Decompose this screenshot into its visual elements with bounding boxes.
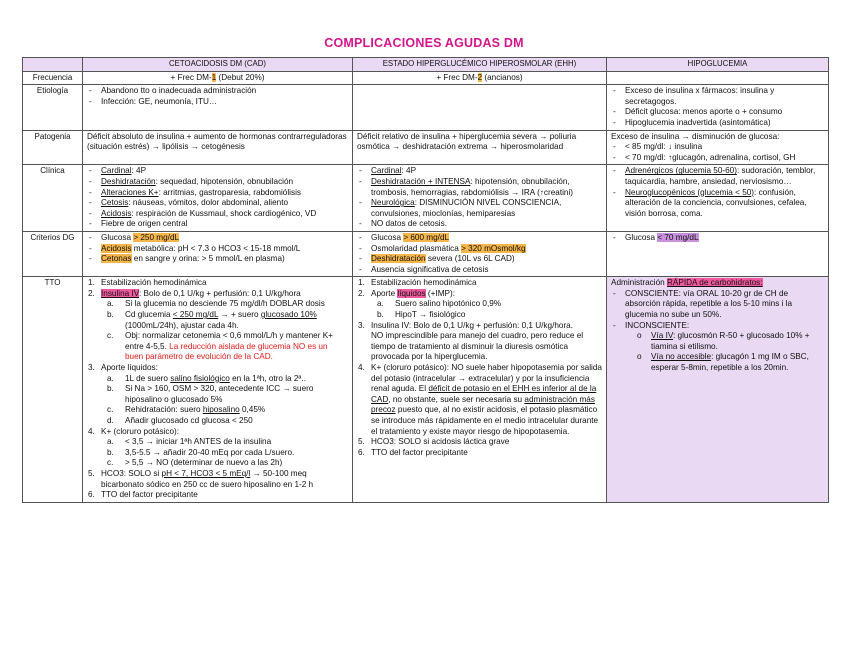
list-item: c. > 5,5 → NO (determinar de nuevo a las 2h): [107, 458, 283, 468]
list-item: - Alteraciones K+: arritmias, gastroparesia, rabdomiólisis: [87, 188, 348, 199]
list-item: 1. Estabilización hemodinámica: [88, 278, 207, 288]
list-item: - Ausencia significativa de cetosis: [357, 265, 602, 276]
list-item: 1. Estabilización hemodinámica: [358, 278, 477, 288]
hipo-criterios: [607, 231, 829, 276]
ehh-etiologia: [353, 85, 607, 130]
list-item: - Cardinal: 4P: [357, 166, 602, 177]
list-item: - Déficit glucosa: menos aporte o + consumo: [611, 107, 824, 118]
list-item: - Glucosa > 250 mg/dL: [87, 233, 348, 244]
list-item: - Cetonas en sangre y orina: > 5 mmol/L en plasma): [87, 254, 348, 265]
list-item: b. 3,5-5.5 → añadir 20-40 mEq por cada L/suero.: [107, 447, 295, 457]
list-item: 6. TTO del factor precipitante: [358, 447, 468, 457]
list-item: b. Si Na > 160, OSM > 320, antecedente ICC → suero hiposalino o glucosado 5%: [107, 384, 314, 404]
list-item: - NO datos de cetosis.: [357, 219, 602, 230]
row-label: Frecuencia: [23, 71, 83, 85]
list-item: 2. Insulina IV: Bolo de 0,1 U/kg + perfusión: 0,1 U/kg/hora a. Si la glucemia no desciende 75 mg/dl/h DOBLAR dosis b. Cd glucemia < 250 mg/dL → + suero glucosado 10% (1000mL/24h), ajustar cada 4h. c. Obj: normalizar cetonemia < 0,6 mmol/L/h y mantener K+ entre 4-5,5. La reducción aislada de glucemia NO es un buen parámetro de evolución de la CAD.: [87, 289, 348, 363]
list-item: - Acidosis metabólica: pH < 7.3 o HCO3 < 15-18 mmol/L: [87, 244, 348, 255]
hipo-patogenia: Exceso de insulina → disminución de glucosa: - < 85 mg/dl: ↓ insulina - < 70 mg/dl: ↑glucagón, adrenalina, cortisol, GH: [607, 130, 829, 165]
list-item: o Vía IV: glucosmón R-50 + glucosado 10% + tiamina si etilismo.: [625, 331, 824, 352]
list-item: - CONSCIENTE: vía ORAL 10-20 gr de CH de absorción rápida, repetible a los 5-10 mins i la glucemia no sube un 50%.: [611, 289, 824, 321]
row-label: Criterios DG: [23, 231, 83, 276]
list-item: - Deshidratación + INTENSA: hipotensión, obnubilación, trombosis, hemorragias, rabdomiólisis → IRA (↑creatini): [357, 177, 602, 198]
list-item: - Cardinal: 4P: [87, 166, 348, 177]
row-etiologia: [23, 85, 829, 130]
list-item: b. Cd glucemia < 250 mg/dL → + suero glucosado 10% (1000mL/24h), ajustar cada 4h.: [107, 310, 317, 330]
row-criterios: [23, 231, 829, 276]
hipo-frecuencia: [607, 71, 829, 85]
hipo-etiologia: [607, 85, 829, 130]
cad-patogenia: Déficit absoluto de insulina + aumento de hormonas contrarreguladoras (situación estrés) → lipólisis → cetogénesis: [83, 130, 353, 165]
list-item: 3. Aporte líquidos: a. 1L de suero salino fisiológico en la 1ªh, otro la 2ª.. b. Si Na > 160, OSM > 320, antecedente ICC → suero hiposalino o glucosado 5% c. Rehidratación: suero hiposalino 0,45% d. Añadir glucosado cd glucosa < 250: [87, 363, 348, 427]
cad-criterios: [83, 231, 353, 276]
cad-clinica: [83, 165, 353, 232]
ehh-criterios: [353, 231, 607, 276]
list-item: a. 1L de suero salino fisiológico en la 1ªh, otro la 2ª..: [107, 373, 306, 383]
list-item: - Hipoglucemia inadvertida (asintomática): [611, 118, 824, 129]
list-item: a. < 3,5 → iniciar 1ªh ANTES de la insulina: [107, 437, 272, 447]
list-item: - Glucosa > 600 mg/dL: [357, 233, 602, 244]
header-ehh: ESTADO HIPERGLUCÉMICO HIPEROSMOLAR (EHH): [353, 58, 607, 72]
list-item: - < 70 mg/dl: ↑glucagón, adrenalina, cortisol, GH: [611, 153, 824, 164]
ehh-tto: [353, 277, 607, 502]
list-item: 2. Aporte líquidos (+IMP): a. Suero salino hipotónico 0,9% b. HipoT → fisiológico: [357, 289, 602, 321]
list-item: - Abandono tto o inadecuada administración: [87, 86, 348, 97]
list-item: - Infección: GE, neumonía, ITU…: [87, 97, 348, 108]
list-item: - Cetosis: náuseas, vómitos, dolor abdominal, aliento: [87, 198, 348, 209]
row-label: Patogenia: [23, 130, 83, 165]
list-item: 4. K+ (cloruro potásico): NO suele haber hipopotasemia por salida del potasio (intracelular → extracelular) y por la insuficiencia renal aguda. El déficit de potasio en el EHH es inferior al de la CAD, no obstante, suele ser necesaria su administración más precoz puesto que, al no existir acidosis, el potasio plasmático se introduce más rápidamente en el medio intracelular durante el tratamiento y existe mayor riesgo de hipopotasemia.: [358, 363, 602, 436]
list-item: - Deshidratación: sequedad, hipotensión, obnubilación: [87, 177, 348, 188]
list-item: - Neurológica: DISMINUCIÓN NIVEL CONSCIENCIA, convulsiones, mioclonías, hemiparesias: [357, 198, 602, 219]
ehh-patogenia: Déficit relativo de insulina + hiperglucemia severa → poliuria osmótica → deshidratación extrema → hiperosmolaridad: [353, 130, 607, 165]
row-label: TTO: [23, 277, 83, 502]
list-item: d. Añadir glucosado cd glucosa < 250: [107, 416, 253, 425]
list-item: c. Rehidratación: suero hiposalino 0,45%: [107, 405, 266, 415]
list-item: - Fiebre de origen central: [87, 219, 348, 230]
header-hipoglucemia: HIPOGLUCEMIA: [607, 58, 829, 72]
list-item: - Osmolaridad plasmática > 320 mOsmol/kg: [357, 244, 602, 255]
page-title: COMPLICACIONES AGUDAS DM: [324, 36, 524, 50]
hipo-tto: Administración RÁPIDA de carbohidratos: - CONSCIENTE: vía ORAL 10-20 gr de CH de absorción rápida, repetible a los 5-10 mins i la glucemia no sube un 50%. - INCONSCIENTE: o Vía IV: glucosmón R-50 + glucosado 10% + tiamina si etilismo. o Vía no accesible: glucagón 1 mg IM o SBC, esperar 5-8min, repetible a los 20min.: [607, 277, 829, 502]
list-item: 3. Insulina IV: Bolo de 0,1 U/kg + perfusión: 0,1 U/kg/hora. NO imprescindible para manejo del cuadro, pero reduce el tiempo de tratamiento al disminuir la diuresis osmótica provocada por la hiperglucemia.: [358, 320, 584, 362]
row-label: Etiología: [23, 85, 83, 130]
ehh-clinica: [353, 165, 607, 232]
row-patogenia: [23, 130, 829, 165]
row-clinica: [23, 165, 829, 232]
row-label: Clínica: [23, 165, 83, 232]
list-item: 6. TTO del factor precipitante: [88, 490, 198, 500]
list-item: 5. HCO3: SOLO si pH < 7, HCO3 < 5 mEq/l → 50-100 meq bicarbonato sódico en 250 cc de suero hiposalino en 1-2 h: [88, 468, 314, 489]
header-empty: [23, 58, 83, 72]
list-item: a. Suero salino hipotónico 0,9%: [377, 299, 502, 309]
list-item: - Adrenérgicos (glucemia 50-60): sudoración, temblor, taquicardia, hambre, ansiedad, nerviosismo…: [611, 166, 824, 187]
list-item: a. Si la glucemia no desciende 75 mg/dl/h DOBLAR dosis: [107, 299, 325, 309]
complications-table: [22, 57, 829, 503]
list-item: 4. K+ (cloruro potásico): a. < 3,5 → iniciar 1ªh ANTES de la insulina b. 3,5-5.5 → añadir 20-40 mEq por cada L/suero. c. > 5,5 → NO (determinar de nuevo a las 2h): [87, 427, 348, 469]
list-item: b. HipoT → fisiológico: [377, 310, 466, 320]
header-cad: CETOACIDOSIS DM (CAD): [83, 58, 353, 72]
list-item: o Vía no accesible: glucagón 1 mg IM o SBC, esperar 5-8min, repetible a los 20min.: [625, 352, 824, 373]
list-item: - Deshidratación severa (10L vs 6L CAD): [357, 254, 602, 265]
list-item: 5. HCO3: SOLO si acidosis láctica grave: [358, 437, 510, 447]
cad-tto: [83, 277, 353, 502]
list-item: - < 85 mg/dl: ↓ insulina: [611, 142, 824, 153]
list-item: - Glucosa < 70 mg/dL: [611, 233, 824, 244]
row-tto: [23, 277, 829, 502]
list-item: - Acidosis: respiración de Kussmaul, shock cardiogénico, VD: [87, 209, 348, 220]
list-item: - Neuroglucopénicos (glucemia < 50): confusión, alteración de la conciencia, convulsiones, cefalea, visión borrosa, coma.: [611, 188, 824, 220]
list-item: - INCONSCIENTE: o Vía IV: glucosmón R-50 + glucosado 10% + tiamina si etilismo. o Vía no accesible: glucagón 1 mg IM o SBC, esperar 5-8min, repetible a los 20min.: [611, 321, 824, 374]
cad-frecuencia: + Frec DM-1 (Debut 20%): [83, 71, 353, 85]
list-item: c. Obj: normalizar cetonemia < 0,6 mmol/L/h y mantener K+ entre 4-5,5. La reducción aislada de glucemia NO es un buen parámetro de evolución de la CAD.: [107, 331, 333, 362]
list-item: - Exceso de insulina x fármacos: insulina y secretagogos.: [611, 86, 824, 107]
row-frecuencia: [23, 71, 829, 85]
cad-etiologia: [83, 85, 353, 130]
ehh-frecuencia: + Frec DM-2 (ancianos): [353, 71, 607, 85]
hipo-clinica: [607, 165, 829, 232]
header-row: [23, 58, 829, 72]
